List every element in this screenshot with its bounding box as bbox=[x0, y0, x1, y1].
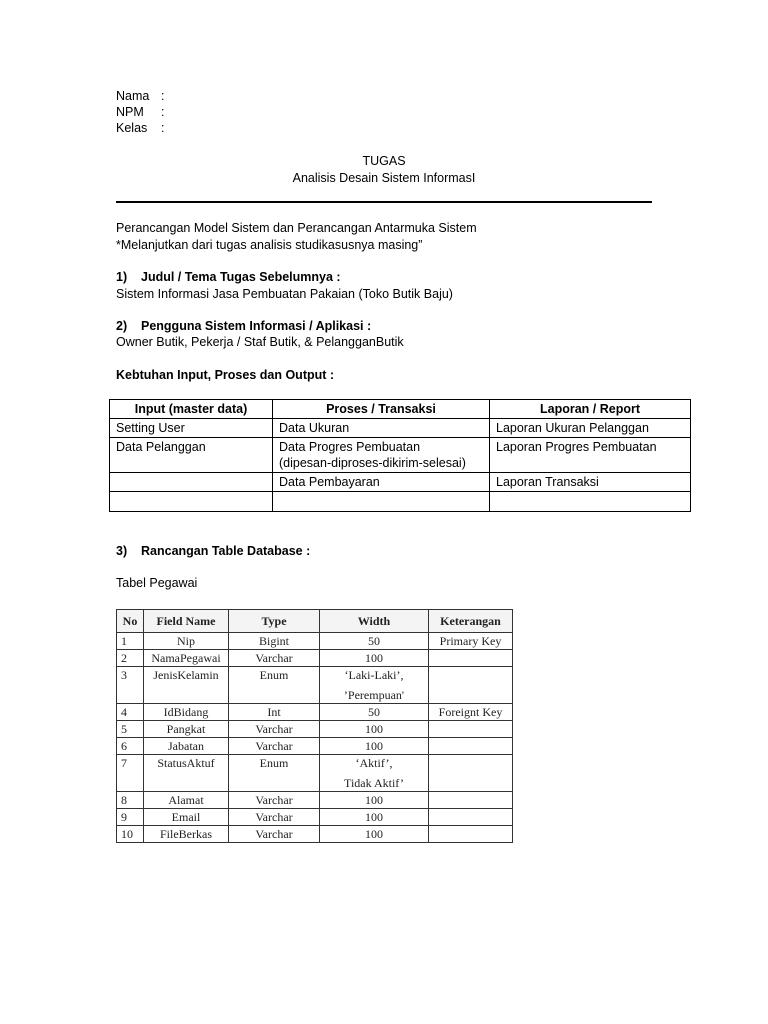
table-cell bbox=[144, 650, 229, 667]
table-cell bbox=[320, 667, 429, 704]
section-2-body: Owner Butik, Pekerja / Staf Butik, & PelangganButik bbox=[116, 335, 404, 349]
cell-text: Varchar bbox=[255, 827, 293, 841]
table-cell bbox=[144, 809, 229, 826]
table-cell: Setting User bbox=[110, 419, 273, 438]
cell-text: ’Perempuan' bbox=[343, 688, 405, 702]
cell-text: 5 bbox=[121, 722, 127, 736]
table-cell bbox=[229, 755, 320, 792]
table-cell bbox=[117, 809, 144, 826]
cell-text: Int bbox=[267, 705, 281, 719]
table-cell bbox=[117, 704, 144, 721]
table-row bbox=[117, 792, 513, 809]
table-cell: Data Ukuran bbox=[273, 419, 490, 438]
section-2-number: 2) bbox=[116, 319, 128, 333]
table-row bbox=[117, 633, 513, 650]
cell-text: NamaPegawai bbox=[151, 651, 221, 665]
cell-text: Foreignt Key bbox=[438, 705, 503, 719]
doc-title: TUGAS bbox=[362, 154, 406, 168]
identity-separator: : bbox=[161, 121, 165, 135]
cell-text: 100 bbox=[365, 810, 383, 824]
table-cell bbox=[117, 721, 144, 738]
table-cell bbox=[429, 633, 513, 650]
cell-text: StatusAktuf bbox=[157, 756, 215, 770]
table-row bbox=[117, 721, 513, 738]
cell-text: 2 bbox=[121, 651, 127, 665]
table-cell bbox=[320, 809, 429, 826]
table-cell bbox=[490, 438, 691, 473]
table-cell bbox=[144, 826, 229, 843]
cell-text: Bigint bbox=[258, 634, 289, 648]
identity-label: NPM bbox=[116, 105, 144, 119]
table-row bbox=[117, 650, 513, 667]
db-header-no: No bbox=[117, 610, 144, 633]
identity-row-name bbox=[116, 88, 164, 104]
table-cell bbox=[117, 738, 144, 755]
ipo-header-report: Laporan / Report bbox=[490, 400, 691, 419]
table-cell bbox=[429, 704, 513, 721]
table-cell bbox=[429, 755, 513, 792]
table-row bbox=[110, 419, 691, 438]
cell-text: Enum bbox=[259, 668, 289, 682]
table-cell bbox=[320, 704, 429, 721]
table-cell bbox=[117, 755, 144, 792]
table-cell bbox=[144, 738, 229, 755]
intro-line-2: *Melanjutkan dari tugas analisis studikasusnya masing” bbox=[116, 238, 423, 252]
cell-text: Alamat bbox=[168, 793, 204, 807]
identity-label: Nama bbox=[116, 89, 150, 103]
table-cell bbox=[110, 438, 273, 473]
table-cell bbox=[117, 667, 144, 704]
cell-text: IdBidang bbox=[163, 705, 209, 719]
table-cell bbox=[117, 826, 144, 843]
table-cell bbox=[229, 704, 320, 721]
cell-text: Varchar bbox=[255, 793, 293, 807]
cell-text: 10 bbox=[121, 827, 133, 841]
cell-text: 9 bbox=[121, 810, 127, 824]
table-cell bbox=[320, 738, 429, 755]
cell-text: Enum bbox=[259, 756, 289, 770]
db-table bbox=[116, 609, 513, 843]
table-row bbox=[117, 738, 513, 755]
doc-subtitle: Analisis Desain Sistem InformasI bbox=[292, 171, 476, 185]
cell-text: Varchar bbox=[255, 739, 293, 753]
table-cell bbox=[144, 721, 229, 738]
table-cell bbox=[320, 633, 429, 650]
table-cell bbox=[320, 721, 429, 738]
table-cell: Data Pembayaran bbox=[273, 473, 490, 492]
cell-text: Varchar bbox=[255, 651, 293, 665]
table-cell bbox=[273, 438, 490, 473]
table-cell: Laporan Transaksi bbox=[490, 473, 691, 492]
cell-text: Varchar bbox=[255, 810, 293, 824]
db-header-row bbox=[117, 610, 513, 633]
cell-text: (dipesan-diproses-dikirim-selesai) bbox=[279, 456, 466, 470]
table-cell bbox=[229, 721, 320, 738]
table-cell bbox=[110, 492, 273, 512]
table-cell bbox=[117, 792, 144, 809]
cell-text: 100 bbox=[365, 827, 383, 841]
ipo-header-input: Input (master data) bbox=[110, 400, 273, 419]
table-cell bbox=[144, 667, 229, 704]
table-cell bbox=[429, 738, 513, 755]
identity-row-kelas bbox=[116, 120, 164, 136]
cell-text: 100 bbox=[365, 722, 383, 736]
cell-text: 4 bbox=[121, 705, 127, 719]
identity-separator: : bbox=[161, 105, 165, 119]
table-cell bbox=[429, 792, 513, 809]
table-cell bbox=[110, 473, 273, 492]
cell-text: Tidak Aktif’ bbox=[344, 776, 404, 790]
table-cell bbox=[429, 826, 513, 843]
table-cell bbox=[117, 650, 144, 667]
table-cell bbox=[429, 809, 513, 826]
table-row bbox=[117, 826, 513, 843]
ipo-header-process: Proses / Transaksi bbox=[273, 400, 490, 419]
table-cell bbox=[320, 826, 429, 843]
table-cell bbox=[144, 633, 229, 650]
table-cell bbox=[229, 738, 320, 755]
ipo-header-row bbox=[110, 400, 691, 419]
cell-text: 6 bbox=[121, 739, 127, 753]
table-cell bbox=[229, 826, 320, 843]
cell-text: Nip bbox=[177, 634, 195, 648]
table-cell bbox=[429, 721, 513, 738]
table-cell bbox=[429, 650, 513, 667]
table-row bbox=[117, 704, 513, 721]
cell-text: 50 bbox=[368, 634, 380, 648]
cell-text: 3 bbox=[121, 668, 127, 682]
table-cell bbox=[144, 704, 229, 721]
db-header-keterangan: Keterangan bbox=[429, 610, 513, 633]
table-row bbox=[110, 438, 691, 473]
table-row bbox=[117, 667, 513, 704]
table-cell bbox=[490, 492, 691, 512]
table-cell bbox=[144, 755, 229, 792]
table-cell bbox=[117, 633, 144, 650]
cell-text: 100 bbox=[365, 739, 383, 753]
table-cell bbox=[320, 755, 429, 792]
section-1-body: Sistem Informasi Jasa Pembuatan Pakaian (Toko Butik Baju) bbox=[116, 287, 453, 301]
cell-text: FileBerkas bbox=[160, 827, 212, 841]
identity-row-npm bbox=[116, 104, 164, 120]
table-cell bbox=[229, 633, 320, 650]
db-table-title: Tabel Pegawai bbox=[116, 576, 198, 590]
table-row bbox=[117, 755, 513, 792]
title-divider bbox=[116, 201, 652, 203]
cell-text: Laporan Progres Pembuatan bbox=[496, 440, 657, 454]
cell-text: JenisKelamin bbox=[153, 668, 219, 682]
table-row bbox=[110, 473, 691, 492]
section-1-title: Judul / Tema Tugas Sebelumnya : bbox=[141, 270, 341, 284]
cell-text: 50 bbox=[368, 705, 380, 719]
ipo-table bbox=[109, 399, 691, 512]
table-cell bbox=[320, 650, 429, 667]
db-header-type: Type bbox=[229, 610, 320, 633]
table-cell bbox=[320, 792, 429, 809]
table-cell bbox=[229, 650, 320, 667]
cell-text: 100 bbox=[365, 651, 383, 665]
cell-text: Data Pelanggan bbox=[116, 440, 206, 454]
table-cell bbox=[144, 792, 229, 809]
identity-label: Kelas bbox=[116, 121, 148, 135]
ipo-title: Kebtuhan Input, Proses dan Output : bbox=[116, 368, 335, 382]
identity-block bbox=[116, 88, 164, 136]
section-3-title: Rancangan Table Database : bbox=[141, 544, 311, 558]
table-cell bbox=[429, 667, 513, 704]
table-cell bbox=[229, 667, 320, 704]
cell-text: 1 bbox=[121, 634, 127, 648]
section-1-number: 1) bbox=[116, 270, 128, 284]
table-cell: Laporan Ukuran Pelanggan bbox=[490, 419, 691, 438]
identity-separator: : bbox=[161, 89, 165, 103]
cell-text: ‘Laki-Laki’, bbox=[344, 668, 404, 682]
cell-text: 100 bbox=[365, 793, 383, 807]
cell-text: Email bbox=[171, 810, 201, 824]
cell-text: Data Progres Pembuatan bbox=[279, 440, 421, 454]
cell-text: Primary Key bbox=[439, 634, 502, 648]
section-3-number: 3) bbox=[116, 544, 128, 558]
db-header-field: Field Name bbox=[144, 610, 229, 633]
table-cell bbox=[229, 809, 320, 826]
cell-text: Jabatan bbox=[168, 739, 204, 753]
cell-text: Varchar bbox=[255, 722, 293, 736]
cell-text: ‘Aktif’, bbox=[355, 756, 393, 770]
intro-line-1: Perancangan Model Sistem dan Perancangan Antarmuka Sistem bbox=[116, 221, 477, 235]
table-row bbox=[117, 809, 513, 826]
table-cell bbox=[273, 492, 490, 512]
db-header-width: Width bbox=[320, 610, 429, 633]
cell-text: Pangkat bbox=[166, 722, 206, 736]
cell-text: 7 bbox=[121, 756, 127, 770]
table-cell bbox=[229, 792, 320, 809]
section-2-title: Pengguna Sistem Informasi / Aplikasi : bbox=[141, 319, 372, 333]
table-row bbox=[110, 492, 691, 512]
cell-text: 8 bbox=[121, 793, 127, 807]
